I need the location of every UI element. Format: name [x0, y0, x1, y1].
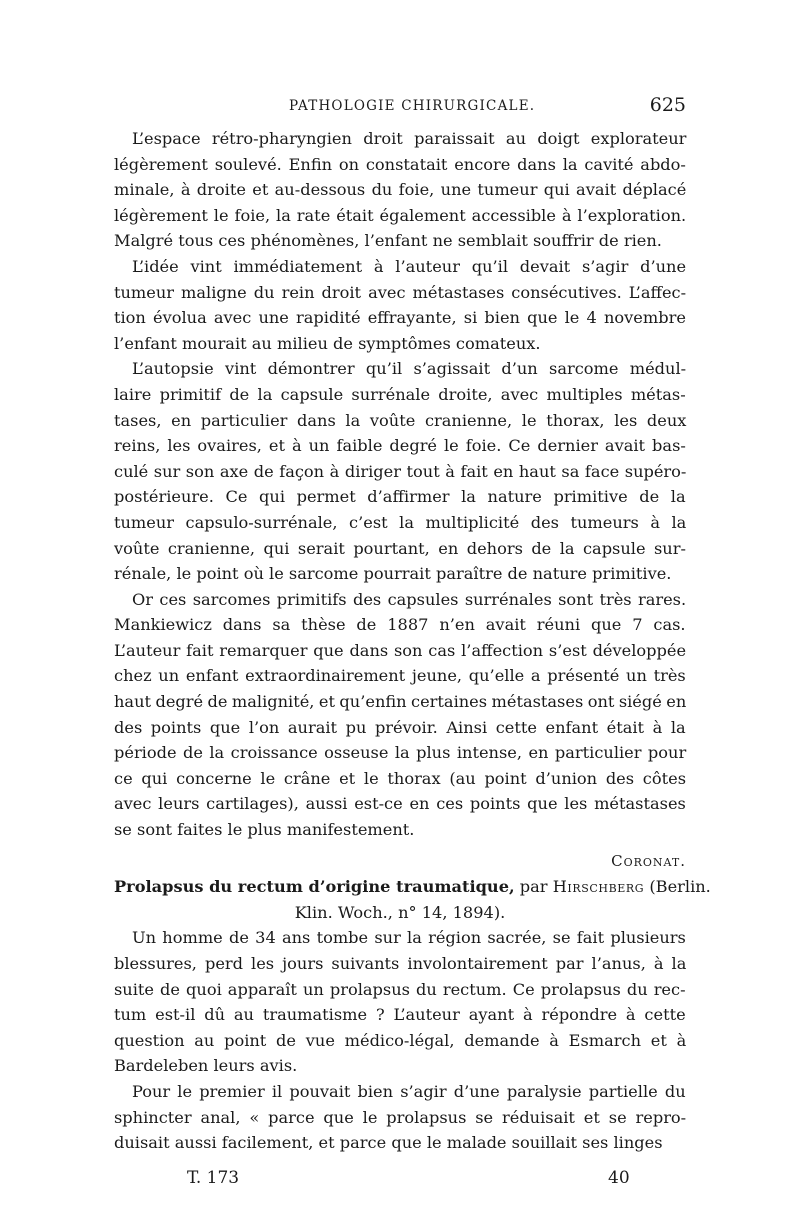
page-number: 625	[649, 94, 686, 116]
text-line: tumeur capsulo-surrénale, c’est la multiplicité des tumeurs à la	[114, 512, 687, 532]
text-line: Malgré tous ces phénomènes, l’enfant ne semblait souffrir de rien.	[114, 231, 662, 251]
text-line: laire primitif de la capsule surrénale droite, avec multiples métas-	[114, 384, 686, 404]
text-line: culé sur son axe de façon à diriger tout à fait en haut sa face supéro-	[114, 461, 687, 481]
text-line: blessures, perd les jours suivants involontairement par l’anus, à la	[114, 954, 687, 973]
text-line: Or ces sarcomes primitifs des capsules surrénales sont très rares.	[132, 589, 687, 609]
text-line: rénale, le point où le sarcome pourrait paraître de nature primitive.	[114, 564, 672, 584]
article-author: Hirschberg	[552, 877, 645, 897]
text-line: L’auteur fait remarquer que dans son cas l’affection s’est développée	[114, 640, 687, 660]
text-line: suite de quoi apparaît un prolapsus du rectum. Ce prolapsus du rec-	[114, 979, 686, 999]
article-source-2: Klin. Woch., n° 14, 1894).	[294, 902, 506, 922]
page-header	[114, 94, 686, 126]
text-line: minale, à droite et au-dessous du foie, une tumeur qui avait déplacé	[114, 180, 687, 200]
text-line: reins, les ovaires, et à un faible degré le foie. Ce dernier avait bas-	[114, 436, 686, 456]
text-line: sphincter anal, « parce que le prolapsus se réduisait et se repro-	[114, 1107, 687, 1127]
paragraph	[114, 356, 686, 586]
text-line: voûte cranienne, qui serait pourtant, en dehors de la capsule sur-	[114, 538, 686, 558]
text-line: avec leurs cartilages), aussi est-ce en ces points que les métastases	[114, 794, 686, 814]
text-line: tum est-il dû au traumatisme ? L’auteur ayant à répondre à cette	[114, 1005, 686, 1025]
text-line: Mankiewicz dans sa thèse de 1887 n’en avait réuni que 7 cas.	[114, 615, 686, 635]
paragraph	[114, 925, 686, 1079]
text-line: Pour le premier il pouvait bien s’agir d’une paralysie partielle du	[132, 1081, 686, 1101]
page-footer	[114, 1168, 686, 1200]
page	[114, 94, 711, 1200]
signature-mark: 40	[608, 1167, 630, 1188]
text-line: L’idée vint immédiatement à l’auteur qu’il devait s’agir d’une	[132, 256, 687, 276]
text-line: postérieure. Ce qui permet d’affirmer la nature primitive de la	[114, 487, 686, 507]
text-line: L’espace rétro-pharyngien droit paraissait au doigt explorateur	[132, 129, 687, 148]
text-line: tumeur maligne du rein droit avec métastases consécutives. L’affec-	[114, 282, 687, 302]
text-line: se sont faites le plus manifestement.	[114, 820, 415, 840]
text-line: Bardeleben leurs avis.	[114, 1056, 298, 1076]
text-line: chez un enfant extraordinairement jeune, qu’elle a présenté un très	[114, 666, 686, 686]
text-line: ce qui concerne le crâne et le thorax (au point d’union des côtes	[114, 768, 687, 788]
text-line: légèrement soulevé. Enfin on constatait encore dans la cavité abdo-	[114, 154, 686, 174]
text-line: l’enfant mourait au milieu de symptômes comateux.	[114, 333, 541, 353]
paragraph	[114, 1079, 686, 1156]
signature: Coronat.	[611, 851, 686, 870]
sheet-mark: T. 173	[187, 1167, 240, 1188]
article-by: par	[519, 877, 548, 897]
text-line: légèrement le foie, la rate était également accessible à l’exploration.	[114, 205, 687, 225]
text-line: période de la croissance osseuse la plus intense, en particulier pour	[114, 743, 687, 763]
article-source-1: (Berlin.	[649, 877, 711, 897]
text-line: tion évolua avec une rapidité effrayante, si bien que le 4 novembre	[114, 308, 686, 328]
text-line: duisait aussi facilement, et parce que le malade souillait ses linges	[114, 1133, 663, 1153]
text-line: question au point de vue médico-légal, demande à Esmarch et à	[114, 1030, 687, 1050]
text-line: haut degré de malignité, et qu’enfin certaines métastases ont siégé en	[114, 692, 687, 712]
paragraph	[114, 587, 686, 843]
text-line: des points que l’on aurait pu prévoir. Ainsi cette enfant était à la	[114, 717, 686, 737]
paragraph	[114, 254, 686, 356]
article-title: Prolapsus du rectum d’origine traumatique,	[114, 877, 515, 897]
text-line: tases, en particulier dans la voûte cranienne, le thorax, les deux	[114, 410, 687, 430]
text-line: Un homme de 34 ans tombe sur la région sacrée, se fait plusieurs	[132, 928, 686, 948]
running-title: PATHOLOGIE CHIRURGICALE.	[289, 98, 536, 114]
article-heading	[114, 874, 711, 925]
text-line: L’autopsie vint démontrer qu’il s’agissait d’un sarcome médul-	[132, 359, 687, 379]
paragraph	[114, 126, 686, 254]
body-text	[114, 126, 711, 1156]
